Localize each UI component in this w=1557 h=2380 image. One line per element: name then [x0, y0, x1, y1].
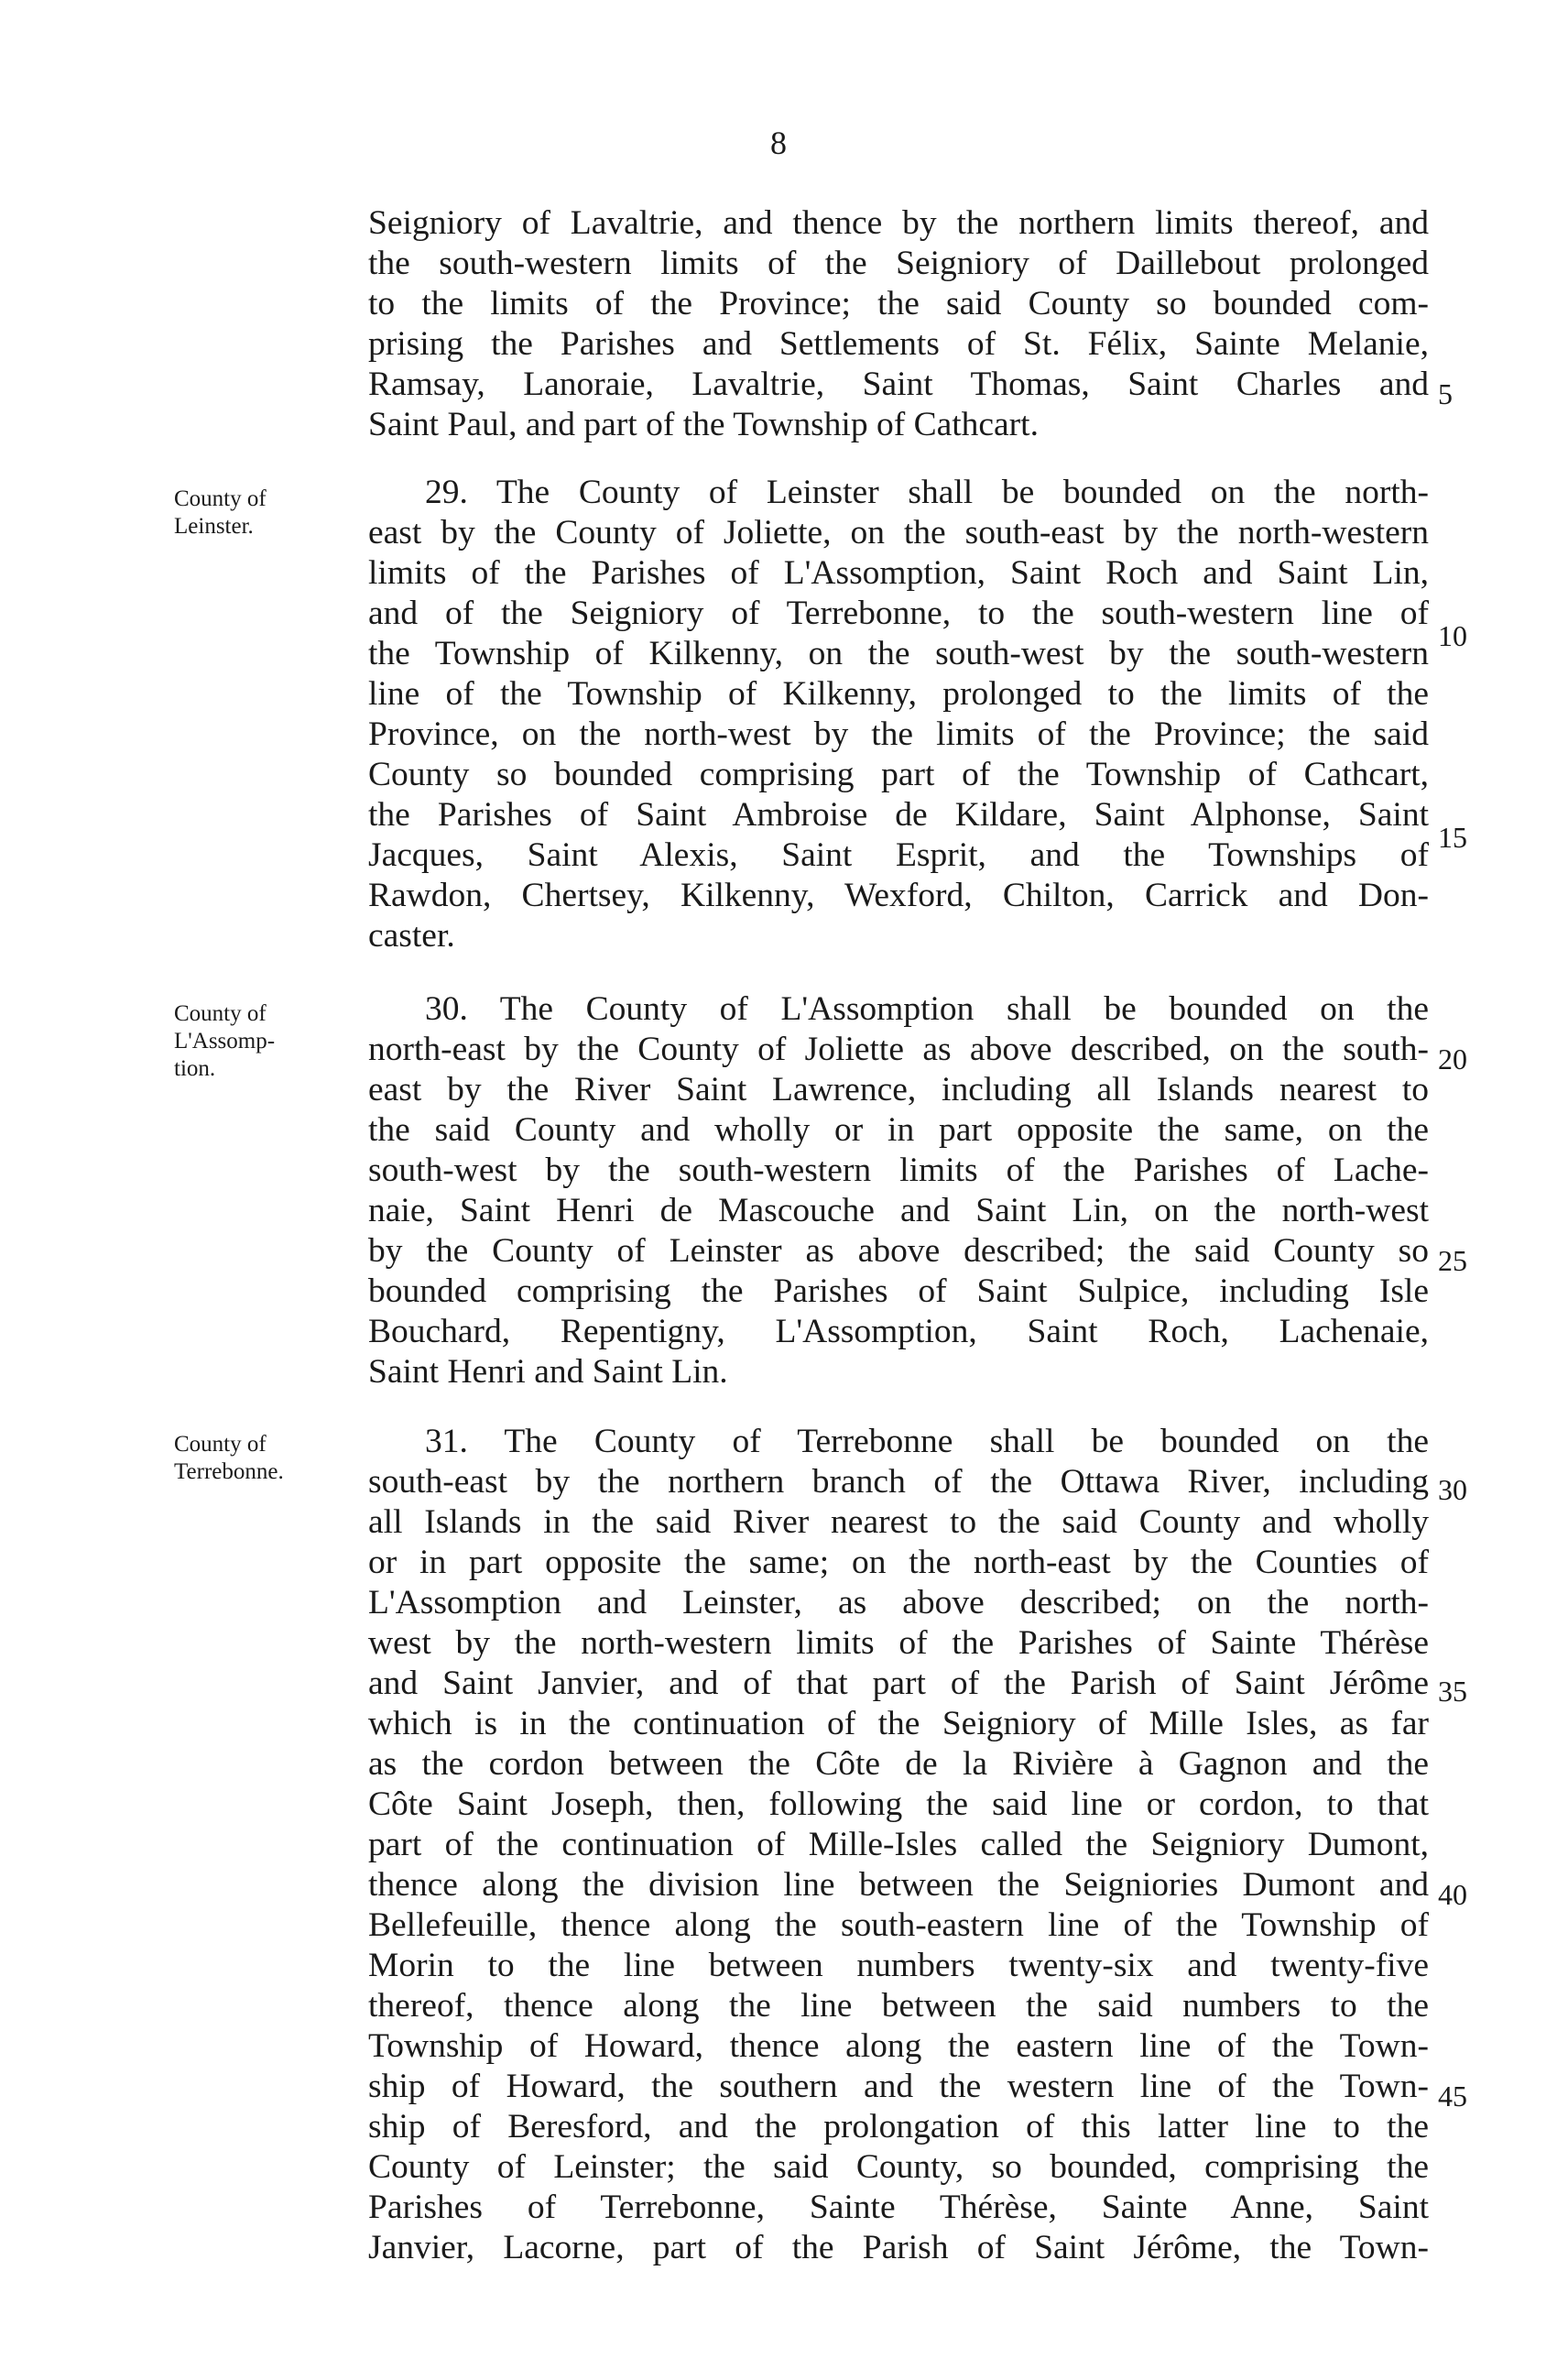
text-line: 30. The County of L'Assomption shall be bounded on the	[425, 990, 1429, 1028]
text-line: Morin to the line between numbers twenty-six and twenty-five	[368, 1947, 1429, 1984]
text-line: ship of Beresford, and the prolongation of this latter line to the	[368, 2108, 1429, 2145]
line-number-10: 10	[1438, 619, 1467, 652]
text-line: County of Leinster; the said County, so bounded, comprising the	[368, 2148, 1429, 2186]
line-number-30: 30	[1438, 1473, 1467, 1506]
text-line: Saint Paul, and part of the Township of Cathcart.	[368, 406, 1039, 443]
margin-note-line: L'Assomp-	[174, 1029, 276, 1054]
text-line: the said County and wholly or in part opposite the same, on the	[368, 1111, 1429, 1149]
text-line: Ramsay, Lanoraie, Lavaltrie, Saint Thomas, Saint Charles and	[368, 366, 1429, 403]
intro-paragraph	[368, 203, 1429, 445]
text-line: limits of the Parishes of L'Assomption, Saint Roch and Saint Lin,	[368, 554, 1429, 592]
text-line: all Islands in the said River nearest to the said County and wholly	[368, 1503, 1429, 1541]
line-number-15: 15	[1438, 821, 1467, 854]
text-line: L'Assomption and Leinster, as above described; on the north-	[368, 1584, 1429, 1621]
text-line: Rawdon, Chertsey, Kilkenny, Wexford, Chilton, Carrick and Don-	[368, 877, 1429, 914]
text-line: north-east by the County of Joliette as above described, on the south-	[368, 1031, 1429, 1068]
text-line: Township of Howard, thence along the eastern line of the Town-	[368, 2027, 1429, 2065]
line-number-35: 35	[1438, 1675, 1467, 1708]
text-line: Saint Henri and Saint Lin.	[368, 1353, 728, 1391]
text-line: the Township of Kilkenny, on the south-west by the south-western	[368, 635, 1429, 672]
line-number-20: 20	[1438, 1043, 1467, 1075]
line-number-25: 25	[1438, 1244, 1467, 1277]
margin-note-leinster	[174, 486, 357, 540]
text-line: prising the Parishes and Settlements of St. Félix, Sainte Melanie,	[368, 325, 1429, 363]
text-line: caster.	[368, 917, 455, 955]
text-line: Province, on the north-west by the limits of the Province; the said	[368, 715, 1429, 753]
text-line: west by the north-western limits of the Parishes of Sainte Thérèse	[368, 1624, 1429, 1662]
text-line: Bouchard, Repentigny, L'Assomption, Saint Roch, Lachenaie,	[368, 1313, 1429, 1350]
margin-note-line: tion.	[174, 1056, 216, 1081]
margin-note-line: Terrebonne.	[174, 1459, 284, 1484]
text-line: 31. The County of Terrebonne shall be bounded on the	[425, 1423, 1429, 1460]
margin-note-line: County of	[174, 1001, 267, 1026]
text-line: Côte Saint Joseph, then, following the said line or cordon, to that	[368, 1785, 1429, 1823]
text-line: thereof, thence along the line between the said numbers to the	[368, 1987, 1429, 2025]
line-number-45: 45	[1438, 2080, 1467, 2113]
text-line: County so bounded comprising part of the Township of Cathcart,	[368, 756, 1429, 793]
text-line: as the cordon between the Côte de la Rivière à Gagnon and the	[368, 1745, 1429, 1783]
margin-note-terrebonne	[174, 1431, 357, 1486]
text-line: bounded comprising the Parishes of Saint Sulpice, including Isle	[368, 1272, 1429, 1310]
text-line: the south-western limits of the Seigniory of Daillebout prolonged	[368, 245, 1429, 282]
text-line: line of the Township of Kilkenny, prolonged to the limits of the	[368, 675, 1429, 713]
line-number-40: 40	[1438, 1878, 1467, 1911]
text-line: south-east by the northern branch of the Ottawa River, including	[368, 1463, 1429, 1501]
text-line: the Parishes of Saint Ambroise de Kildare, Saint Alphonse, Saint	[368, 796, 1429, 834]
margin-note-line: County of	[174, 1432, 267, 1457]
margin-note-line: Leinster.	[174, 514, 254, 539]
text-line: Bellefeuille, thence along the south-eastern line of the Township of	[368, 1906, 1429, 1944]
section-29-paragraph	[368, 473, 1429, 956]
text-line: Jacques, Saint Alexis, Saint Esprit, and the Townships of	[368, 836, 1429, 874]
text-line: and of the Seigniory of Terrebonne, to the south-western line of	[368, 595, 1429, 632]
text-line: part of the continuation of Mille-Isles called the Seigniory Dumont,	[368, 1826, 1429, 1863]
text-line: east by the River Saint Lawrence, including all Islands nearest to	[368, 1071, 1429, 1108]
section-30-paragraph	[368, 989, 1429, 1392]
text-line: Parishes of Terrebonne, Sainte Thérèse, Sainte Anne, Saint	[368, 2189, 1429, 2226]
text-line: to the limits of the Province; the said County so bounded com-	[368, 285, 1429, 322]
text-line: by the County of Leinster as above described; the said County so	[368, 1232, 1429, 1270]
text-line: ship of Howard, the southern and the western line of the Town-	[368, 2068, 1429, 2105]
text-line: Janvier, Lacorne, part of the Parish of Saint Jérôme, the Town-	[368, 2229, 1429, 2266]
text-line: Seigniory of Lavaltrie, and thence by the northern limits thereof, and	[368, 204, 1429, 242]
text-line: and Saint Janvier, and of that part of the Parish of Saint Jérôme	[368, 1665, 1429, 1702]
margin-note-line: County of	[174, 486, 267, 511]
text-line: 29. The County of Leinster shall be bounded on the north-	[425, 474, 1429, 511]
text-line: or in part opposite the same; on the north-east by the Counties of	[368, 1544, 1429, 1581]
text-line: which is in the continuation of the Seigniory of Mille Isles, as far	[368, 1705, 1429, 1742]
text-line: naie, Saint Henri de Mascouche and Saint Lin, on the north-west	[368, 1192, 1429, 1229]
text-line: east by the County of Joliette, on the south-east by the north-western	[368, 514, 1429, 551]
page-number: 8	[770, 125, 787, 161]
text-line: south-west by the south-western limits of the Parishes of Lache-	[368, 1152, 1429, 1189]
margin-note-lassomption	[174, 1000, 357, 1083]
section-31-paragraph	[368, 1422, 1429, 2268]
text-line: thence along the division line between the Seigniories Dumont and	[368, 1866, 1429, 1904]
line-number-5: 5	[1438, 377, 1453, 410]
